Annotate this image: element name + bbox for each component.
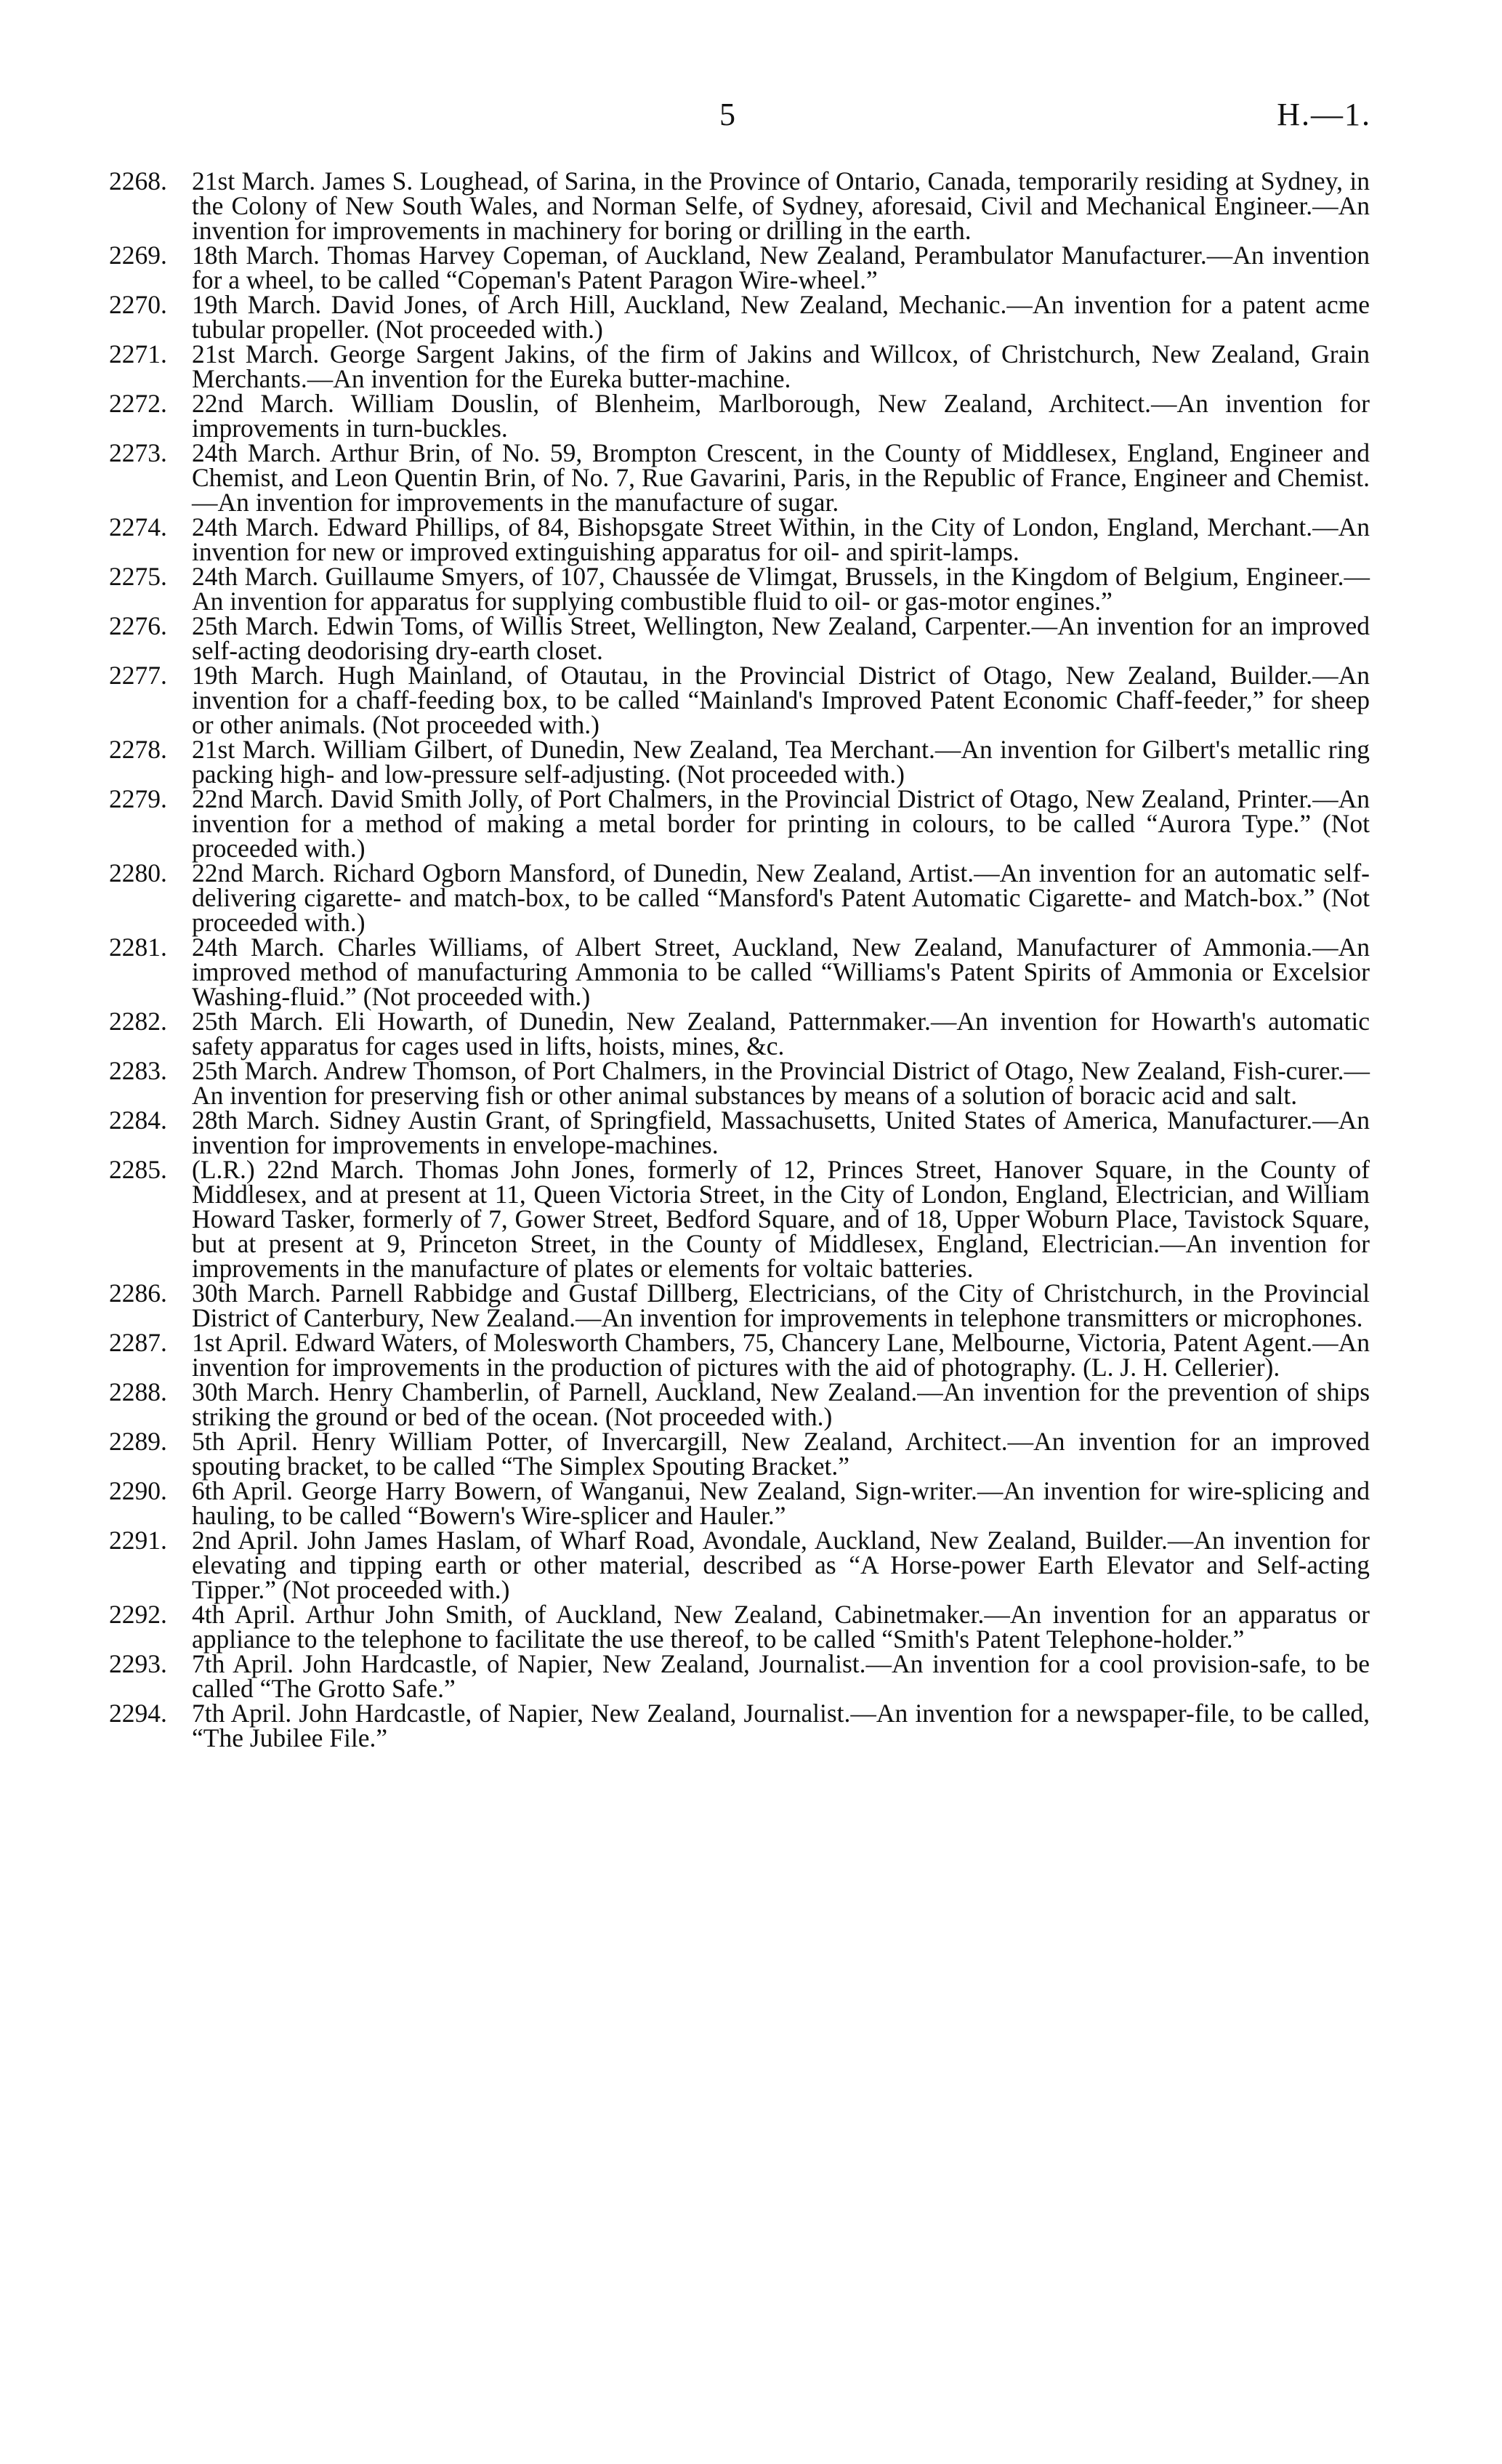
entry-number: 2277.	[109, 661, 167, 690]
entry-date: 30th March.	[192, 1279, 321, 1308]
page-header	[0, 96, 1502, 140]
entry-number: 2274.	[109, 512, 167, 541]
entry-number: 2269.	[109, 241, 167, 270]
entry-text: Arthur John Smith, of Auckland, New Zealand, Cabinetmaker.—An invention for an apparatus or appliance to the telephone to facilitate the use thereof, to be called “Smith's Patent Telephone-holder.”	[192, 1600, 1370, 1654]
entry-text: Guillaume Smyers, of 107, Chaussée de Vlimgat, Brussels, in the Kingdom of Belgium, Engineer.—An invention for apparatus for supplying combustible fluid to oil- or gas-motor engines.”	[192, 562, 1370, 616]
patent-entry	[109, 858, 1370, 937]
entry-date: 25th March.	[192, 611, 319, 640]
entry-text: Edward Waters, of Molesworth Chambers, 75, Chancery Lane, Melbourne, Victoria, Patent Agent.—An invention for improvements in the production of pictures with the aid of photography. (L. J. H. Cellerier).	[192, 1328, 1370, 1382]
patent-entry	[109, 389, 1370, 443]
entry-number: 2279.	[109, 784, 167, 813]
entry-number: 2289.	[109, 1427, 167, 1456]
entry-number: 2281.	[109, 933, 167, 962]
entry-date: 24th March.	[192, 933, 325, 962]
entry-date: (L.R.) 22nd March.	[192, 1155, 405, 1184]
patent-entry	[109, 1600, 1370, 1654]
entry-number: 2278.	[109, 735, 167, 764]
entry-text: John James Haslam, of Wharf Road, Avondale, Auckland, New Zealand, Builder.—An invention for elevating and tipping earth or other material, described as “A Horse-power Earth Elevator and Self-acting Tipper.” (Not proceeded with.)	[192, 1526, 1370, 1604]
patent-entry	[109, 1701, 1370, 1750]
entry-text: Edwin Toms, of Willis Street, Wellington, New Zealand, Carpenter.—An invention for an improved self-acting deodorising dry-earth closet.	[192, 611, 1370, 665]
page-reference: H.—1.	[1277, 97, 1371, 132]
entry-date: 21st March.	[192, 735, 316, 764]
patent-entry	[109, 1157, 1370, 1281]
patent-entry	[109, 512, 1370, 566]
entry-number: 2276.	[109, 611, 167, 640]
patent-entry	[109, 1108, 1370, 1157]
patent-entry	[109, 166, 1370, 245]
entry-date: 2nd April.	[192, 1526, 299, 1555]
entry-date: 18th March.	[192, 241, 320, 270]
entry-date: 19th March.	[192, 661, 325, 690]
entry-text: Richard Ogborn Mansford, of Dunedin, New Zealand, Artist.—An invention for an automatic self-delivering cigarette- and match-box, to be called “Mansford's Patent Automatic Cigarette- and Match-box.” (Not proceeded with.)	[192, 858, 1370, 937]
patent-entry	[109, 1651, 1370, 1701]
entry-text: Sidney Austin Grant, of Springfield, Massachusetts, United States of America, Manufacturer.—An invention for improvements in envelope-machines.	[192, 1106, 1370, 1159]
entry-date: 28th March.	[192, 1106, 320, 1135]
patent-entry	[109, 786, 1370, 861]
entry-text: William Douslin, of Blenheim, Marlborough, New Zealand, Architect.—An invention for improvements in turn-buckles.	[192, 389, 1370, 443]
entry-date: 19th March.	[192, 290, 322, 319]
entry-number: 2290.	[109, 1476, 167, 1505]
patent-entry	[109, 735, 1370, 789]
entry-text: David Smith Jolly, of Port Chalmers, in the Provincial District of Otago, New Zealand, Printer.—An invention for a method of making a metal border for printing in colours, to be called “Aurora Type.” (Not proceeded with.)	[192, 784, 1370, 863]
patent-entry	[109, 1330, 1370, 1380]
entry-text: David Jones, of Arch Hill, Auckland, New Zealand, Mechanic.—An invention for a patent acme tubular propeller. (Not proceeded with.)	[192, 290, 1370, 344]
patent-entry	[109, 1478, 1370, 1528]
entry-date: 24th March.	[192, 562, 319, 591]
entry-text: Eli Howarth, of Dunedin, New Zealand, Patternmaker.—An invention for Howarth's automatic safety apparatus for cages used in lifts, hoists, mines, &c.	[192, 1007, 1370, 1060]
entry-number: 2275.	[109, 562, 167, 591]
entry-date: 6th April.	[192, 1476, 294, 1505]
entry-date: 24th March.	[192, 438, 322, 467]
patent-entry	[109, 1377, 1370, 1431]
entry-number: 2285.	[109, 1155, 167, 1184]
patent-entry	[109, 1058, 1370, 1108]
entry-date: 7th April.	[192, 1699, 292, 1728]
patent-entry	[109, 292, 1370, 342]
entry-text: George Harry Bowern, of Wanganui, New Zealand, Sign-writer.—An invention for wire-splicing and hauling, to be called “Bowern's Wire-splicer and Hauler.”	[192, 1476, 1370, 1530]
entry-number: 2270.	[109, 290, 167, 319]
entry-number: 2294.	[109, 1699, 167, 1728]
entry-date: 21st March.	[192, 339, 320, 369]
patent-entry	[109, 1427, 1370, 1481]
entry-date: 22nd March.	[192, 784, 324, 813]
patent-entry	[109, 1528, 1370, 1602]
entry-text: Edward Phillips, of 84, Bishopsgate Street Within, in the City of London, England, Merchant.—An invention for new or improved extinguishing apparatus for oil- and spirit-lamps.	[192, 512, 1370, 566]
entry-text: William Gilbert, of Dunedin, New Zealand, Tea Merchant.—An invention for Gilbert's metallic ring packing high- and low-pressure self-adjusting. (Not proceeded with.)	[192, 735, 1370, 789]
entry-date: 25th March.	[192, 1056, 319, 1085]
entry-number: 2284.	[109, 1106, 167, 1135]
entry-text: Arthur Brin, of No. 59, Brompton Crescent, in the County of Middlesex, England, Engineer and Chemist, and Leon Quentin Brin, of No. 7, Rue Gavarini, Paris, in the Republic of France, Engineer and Chemist.—An invention for improvements in the manufacture of sugar.	[192, 438, 1370, 517]
patent-entry	[109, 243, 1370, 292]
entry-date: 5th April.	[192, 1427, 298, 1456]
entry-date: 21st March.	[192, 166, 316, 196]
entry-text: James S. Loughead, of Sarina, in the Province of Ontario, Canada, temporarily residing at Sydney, in the Colony of New South Wales, and Norman Selfe, of Sydney, aforesaid, Civil and Mechanical Engineer.—An invention for improvements in machinery for boring or drilling in the earth.	[192, 166, 1370, 245]
patent-entry	[109, 1281, 1370, 1330]
entry-number: 2293.	[109, 1649, 167, 1678]
entry-number: 2288.	[109, 1377, 167, 1406]
patent-entry	[109, 440, 1370, 515]
entry-date: 30th March.	[192, 1377, 320, 1406]
entry-text: Thomas John Jones, formerly of 12, Princes Street, Hanover Square, in the County of Middlesex, and at present at 11, Queen Victoria Street, in the City of London, England, Electrician, and William Howard Tasker, formerly of 7, Gower Street, Bedford Square, and of 18, Upper Woburn Place, Tavistock Square, but at present at 9, Princeton Street, in the County of Middlesex, England, Electrician.—An invention for improvements in the manufacture of plates or elements for voltaic batteries.	[192, 1155, 1370, 1283]
entry-number: 2272.	[109, 389, 167, 418]
entry-text: John Hardcastle, of Napier, New Zealand, Journalist.—An invention for a cool provision-safe, to be called “The Grotto Safe.”	[192, 1649, 1370, 1703]
entry-text: George Sargent Jakins, of the firm of Jakins and Willcox, of Christchurch, New Zealand, Grain Merchants.—An invention for the Eureka butter-machine.	[192, 339, 1370, 393]
patent-entry	[109, 1009, 1370, 1058]
entry-number: 2283.	[109, 1056, 167, 1085]
entry-number: 2291.	[109, 1526, 167, 1555]
entry-text: Henry Chamberlin, of Parnell, Auckland, New Zealand.—An invention for the prevention of ships striking the ground or bed of the ocean. (Not proceeded with.)	[192, 1377, 1370, 1431]
patent-entry	[109, 935, 1370, 1009]
entry-number: 2287.	[109, 1328, 167, 1357]
entry-text: Charles Williams, of Albert Street, Auckland, New Zealand, Manufacturer of Ammonia.—An improved method of manufacturing Ammonia to be called “Williams's Patent Spirits of Ammonia or Excelsior Washing-fluid.” (Not proceeded with.)	[192, 933, 1370, 1011]
patent-entry	[109, 562, 1370, 616]
entry-date: 4th April.	[192, 1600, 296, 1629]
entry-text: Parnell Rabbidge and Gustaf Dillberg, Electricians, of the City of Christchurch, in the Provincial District of Canterbury, New Zealand.—An invention for improvements in telephone transmitters or microphones.	[192, 1279, 1370, 1332]
entry-number: 2280.	[109, 858, 167, 887]
entry-date: 25th March.	[192, 1007, 323, 1036]
patent-entry	[109, 339, 1370, 393]
entry-date: 24th March.	[192, 512, 320, 541]
entry-text: John Hardcastle, of Napier, New Zealand, Journalist.—An invention for a newspaper-file, to be called, “The Jubilee File.”	[192, 1699, 1370, 1752]
entry-number: 2268.	[109, 166, 167, 196]
entry-text: Henry William Potter, of Invercargill, New Zealand, Architect.—An invention for an improved spouting bracket, to be called “The Simplex Spouting Bracket.”	[192, 1427, 1370, 1481]
entry-number: 2286.	[109, 1279, 167, 1308]
entry-date: 22nd March.	[192, 389, 334, 418]
patent-entries-list	[109, 166, 1370, 1752]
entry-number: 2282.	[109, 1007, 167, 1036]
entry-text: Andrew Thomson, of Port Chalmers, in the Provincial District of Otago, New Zealand, Fish-curer.—An invention for preserving fish or other animal substances by means of a solution of boracic acid and salt.	[192, 1056, 1370, 1110]
patent-entry	[109, 663, 1370, 737]
entry-date: 22nd March.	[192, 858, 326, 887]
patent-entry	[109, 613, 1370, 663]
entry-text: Hugh Mainland, of Otautau, in the Provincial District of Otago, New Zealand, Builder.—An invention for a chaff-feeding box, to be called “Mainland's Improved Patent Economic Chaff-feeder,” for sheep or other animals. (Not proceeded with.)	[192, 661, 1370, 739]
entry-number: 2271.	[109, 339, 167, 369]
entry-date: 7th April.	[192, 1649, 294, 1678]
entry-date: 1st April.	[192, 1328, 288, 1357]
entry-number: 2273.	[109, 438, 167, 467]
entry-text: Thomas Harvey Copeman, of Auckland, New Zealand, Perambulator Manufacturer.—An invention for a wheel, to be called “Copeman's Patent Paragon Wire-wheel.”	[192, 241, 1370, 294]
page-number: 5	[719, 97, 735, 132]
entry-number: 2292.	[109, 1600, 167, 1629]
